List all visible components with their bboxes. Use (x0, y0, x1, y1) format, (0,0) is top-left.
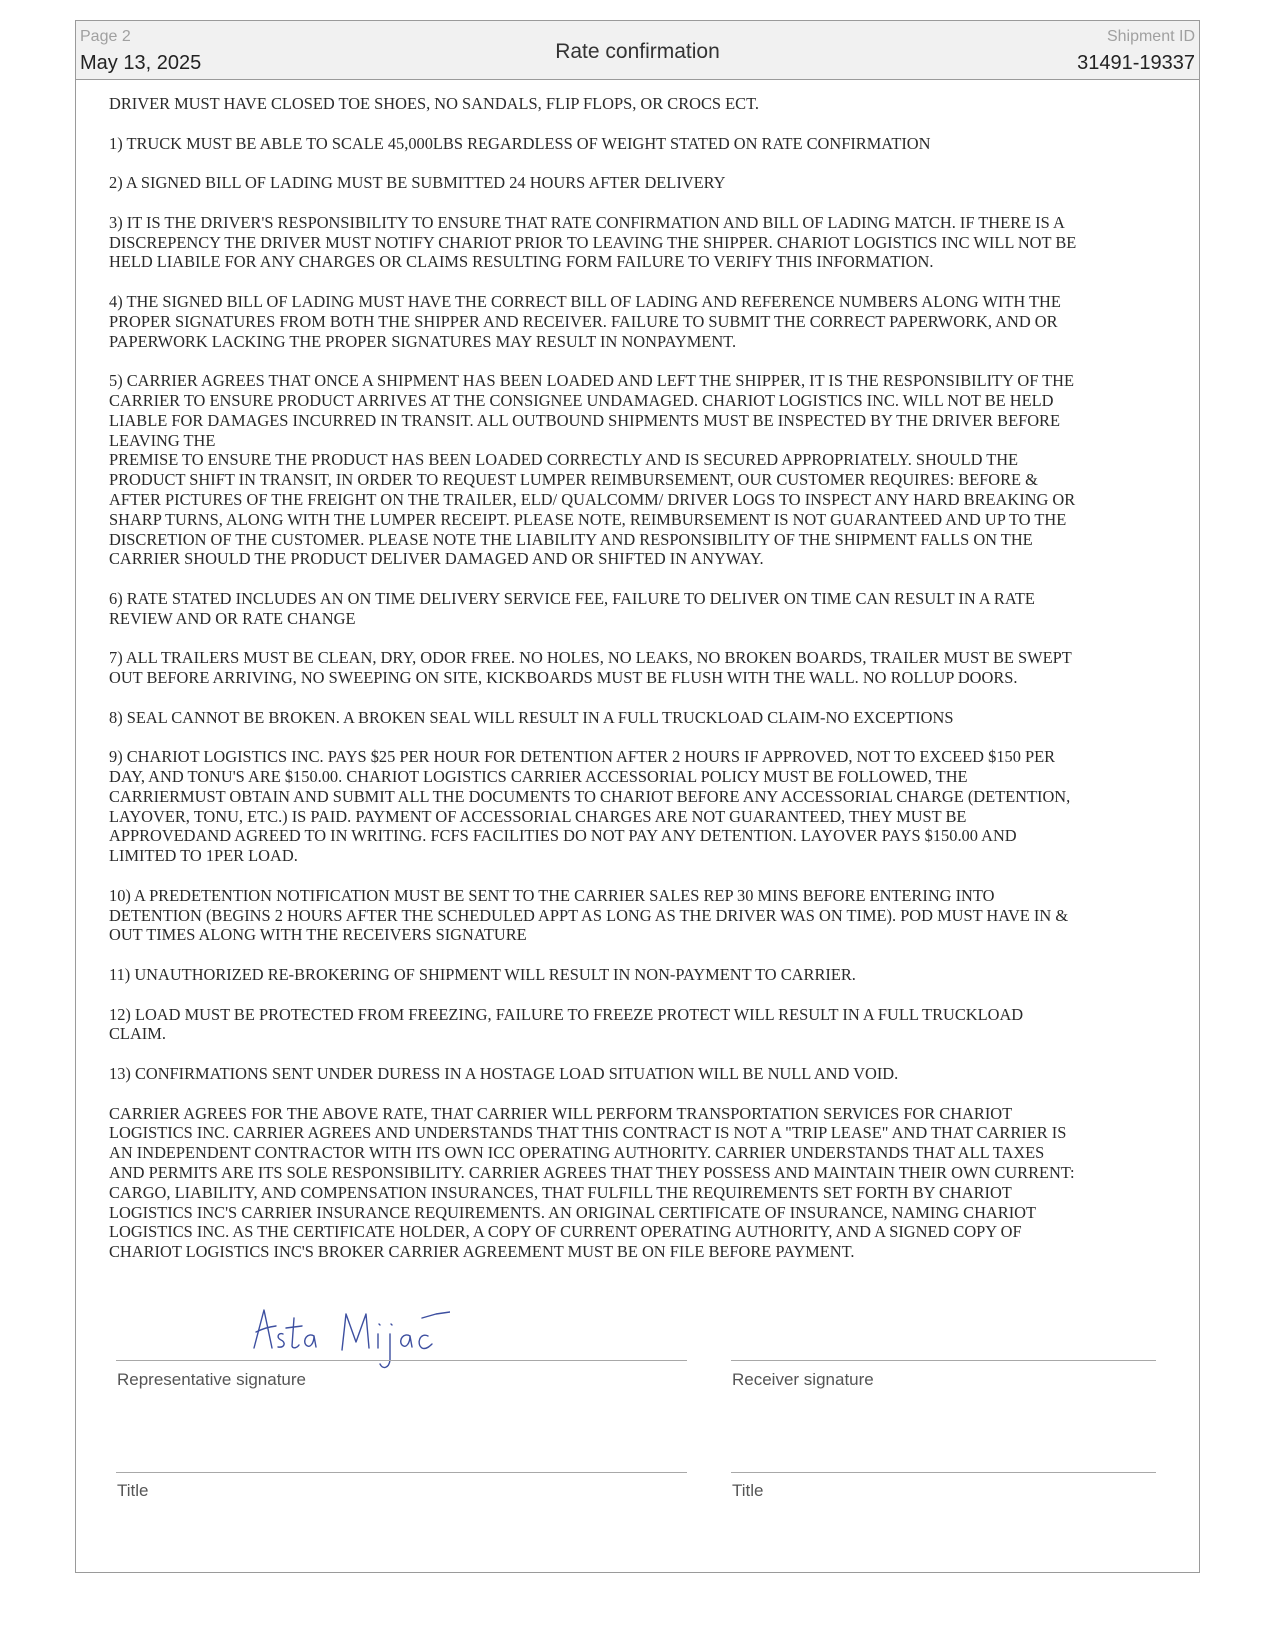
representative-title-label: Title (117, 1481, 149, 1500)
term-9-detention: 9) CHARIOT LOGISTICS INC. PAYS $25 PER HOUR FOR DETENTION AFTER 2 HOURS IF APPROVED, NOT TO EXCEED $150 PER DAY, AND TONU'S ARE $150.00. CHARIOT LOGISTICS CARRIER ACCESSORIAL POLICY MUST BE FOLLOWED, THE CARRIERMUST OBTAIN AND SUBMIT ALL THE DOCUMENTS TO CHARIOT BEFORE ANY ACCESSORIAL CHARGE (DETENTION, LAYOVER, TONU, ETC.) IS PAID. PAYMENT OF ACCESSORIAL CHARGES ARE NOT GUARANTEED, THEY MUST BE APPROVEDAND AGREED TO IN WRITING. FCFS FACILITIES DO NOT PAY ANY DETENTION. LAYOVER PAYS $150.00 AND LIMITED TO 1PER LOAD. (109, 747, 1071, 866)
term-driver-shoes: DRIVER MUST HAVE CLOSED TOE SHOES, NO SANDALS, FLIP FLOPS, OR CROCS ECT. (109, 94, 759, 113)
term-4-signed-bol: 4) THE SIGNED BILL OF LADING MUST HAVE THE CORRECT BILL OF LADING AND REFERENCE NUMBERS ALONG WITH THE PROPER SIGNATURES FROM BOTH THE SHIPPER AND RECEIVER. FAILURE TO SUBMIT THE CORRECT PAPERWORK, AND OR PAPERWORK LACKING THE PROPER SIGNATURES MAY RESULT IN NONPAYMENT. (109, 291, 1061, 351)
term-11-rebrokering: 11) UNAUTHORIZED RE-BROKERING OF SHIPMENT WILL RESULT IN NON-PAYMENT TO CARRIER. (109, 965, 856, 985)
terms-and-conditions (109, 94, 1169, 1282)
term-1-scale-weight: 1) TRUCK MUST BE ABLE TO SCALE 45,000LBS REGARDLESS OF WEIGHT STATED ON RATE CONFIRMATION (109, 133, 931, 153)
shipment-id-value: 31491-19337 (1077, 52, 1195, 74)
term-8-seal: 8) SEAL CANNOT BE BROKEN. A BROKEN SEAL WILL RESULT IN A FULL TRUCKLOAD CLAIM-NO EXCEPTIONS (109, 707, 954, 727)
document-title: Rate confirmation (555, 40, 720, 63)
term-2-bill-of-lading: 2) A SIGNED BILL OF LADING MUST BE SUBMITTED 24 HOURS AFTER DELIVERY (109, 173, 726, 193)
term-5-carrier-liability: 5) CARRIER AGREES THAT ONCE A SHIPMENT HAS BEEN LOADED AND LEFT THE SHIPPER, IT IS THE RESPONSIBILITY OF THE CARRIER TO ENSURE PRODUCT ARRIVES AT THE CONSIGNEE UNDAMAGED. CHARIOT LOGISTICS INC. WILL NOT BE HELD LIABLE FOR DAMAGES INCURRED IN TRANSIT. ALL OUTBOUND SHIPMENTS MUST BE INSPECTED BY THE DRIVER BEFORE LEAVING THE PREMISE TO ENSURE THE PRODUCT HAS BEEN LOADED CORRECTLY AND IS SECURED APPROPRIATELY. SHOULD THE PRODUCT SHIFT IN TRANSIT, IN ORDER TO REQUEST LUMPER REIMBURSEMENT, OUR CUSTOMER REQUIRES: BEFORE & AFTER PICTURES OF THE FREIGHT ON THE TRAILER, ELD/ QUALCOMM/ DRIVER LOGS TO INSPECT ANY HARD BREAKING OR SHARP TURNS, ALONG WITH THE LUMPER RECEIPT. PLEASE NOTE, REIMBURSEMENT IS NOT GUARANTEED AND UP TO THE DISCRETION OF THE CUSTOMER. PLEASE NOTE THE LIABILITY AND RESPONSIBILITY OF THE SHIPMENT FALLS ON THE CARRIER SHOULD THE PRODUCT DELIVER DAMAGED AND OR SHIFTED IN ANYWAY. (109, 371, 1076, 569)
representative-signature-label: Representative signature (117, 1370, 307, 1389)
representative-title-line[interactable] (116, 1472, 687, 1473)
term-12-freeze-protect: 12) LOAD MUST BE PROTECTED FROM FREEZING, FAILURE TO FREEZE PROTECT WILL RESULT IN A FULL TRUCKLOAD CLAIM. (109, 1004, 1024, 1044)
term-10-predetention: 10) A PREDETENTION NOTIFICATION MUST BE SENT TO THE CARRIER SALES REP 30 MINS BEFORE ENTERING INTO DETENTION (BEGINS 2 HOURS AFTER THE SCHEDULED APPT AS LONG AS THE DRIVER WAS ON TIME). POD MUST HAVE IN & OUT TIMES ALONG WITH THE RECEIVERS SIGNATURE (109, 885, 1069, 945)
receiver-signature-label: Receiver signature (732, 1370, 874, 1389)
term-6-on-time-fee: 6) RATE STATED INCLUDES AN ON TIME DELIVERY SERVICE FEE, FAILURE TO DELIVER ON TIME CAN RESULT IN A RATE REVIEW AND OR RATE CHANGE (109, 588, 1035, 628)
carrier-agreement-paragraph: CARRIER AGREES FOR THE ABOVE RATE, THAT CARRIER WILL PERFORM TRANSPORTATION SERVICES FOR CHARIOT LOGISTICS INC. CARRIER AGREES AND UNDERSTANDS THAT THIS CONTRACT IS NOT A "TRIP LEASE" AND THAT CARRIER IS AN INDEPENDENT CONTRACTOR WITH ITS OWN ICC OPERATING AUTHORITY. CARRIER UNDERSTANDS THAT ALL TAXES AND PERMITS ARE ITS SOLE RESPONSIBILITY. CARRIER AGREES THAT THEY POSSESS AND MAINTAIN THEIR OWN CURRENT: CARGO, LIABILITY, AND COMPENSATION INSURANCES, THAT FULFILL THE REQUIREMENTS SET FORTH BY CHARIOT LOGISTICS INC'S CARRIER INSURANCE REQUIREMENTS. AN ORIGINAL CERTIFICATE OF INSURANCE, NAMING CHARIOT LOGISTICS INC. AS THE CERTIFICATE HOLDER, A COPY OF CURRENT OPERATING AUTHORITY, AND A SIGNED COPY OF CHARIOT LOGISTICS INC'S BROKER CARRIER AGREEMENT MUST BE ON FILE BEFORE PAYMENT. (109, 1103, 1075, 1262)
term-13-duress: 13) CONFIRMATIONS SENT UNDER DURESS IN A HOSTAGE LOAD SITUATION WILL BE NULL AND VOID. (109, 1064, 899, 1084)
document-date: May 13, 2025 (80, 52, 202, 74)
representative-handwritten-signature (250, 1298, 450, 1378)
receiver-title-label: Title (732, 1481, 764, 1500)
page-number-label: Page 2 (80, 28, 131, 45)
rate-confirmation-page (75, 20, 1200, 1573)
receiver-signature-line[interactable] (731, 1360, 1156, 1361)
receiver-title-line[interactable] (731, 1472, 1156, 1473)
shipment-id-label: Shipment ID (1106, 28, 1195, 45)
representative-signature-line (116, 1360, 687, 1361)
term-3-driver-responsibility: 3) IT IS THE DRIVER'S RESPONSIBILITY TO ENSURE THAT RATE CONFIRMATION AND BILL OF LADING MATCH. IF THERE IS A DISCREPENCY THE DRIVER MUST NOTIFY CHARIOT PRIOR TO LEAVING THE SHIPPER. CHARIOT LOGISTICS INC WILL NOT BE HELD LIABILE FOR ANY CHARGES OR CLAIMS RESULTING FORM FAILURE TO VERIFY THIS INFORMATION. (109, 212, 1077, 272)
page-header (76, 21, 1199, 80)
term-7-trailer-condition: 7) ALL TRAILERS MUST BE CLEAN, DRY, ODOR FREE. NO HOLES, NO LEAKS, NO BROKEN BOARDS, TRAILER MUST BE SWEPT OUT BEFORE ARRIVING, NO SWEEPING ON SITE, KICKBOARDS MUST BE FLUSH WITH THE WALL. NO ROLLUP DOORS. (109, 648, 1072, 688)
